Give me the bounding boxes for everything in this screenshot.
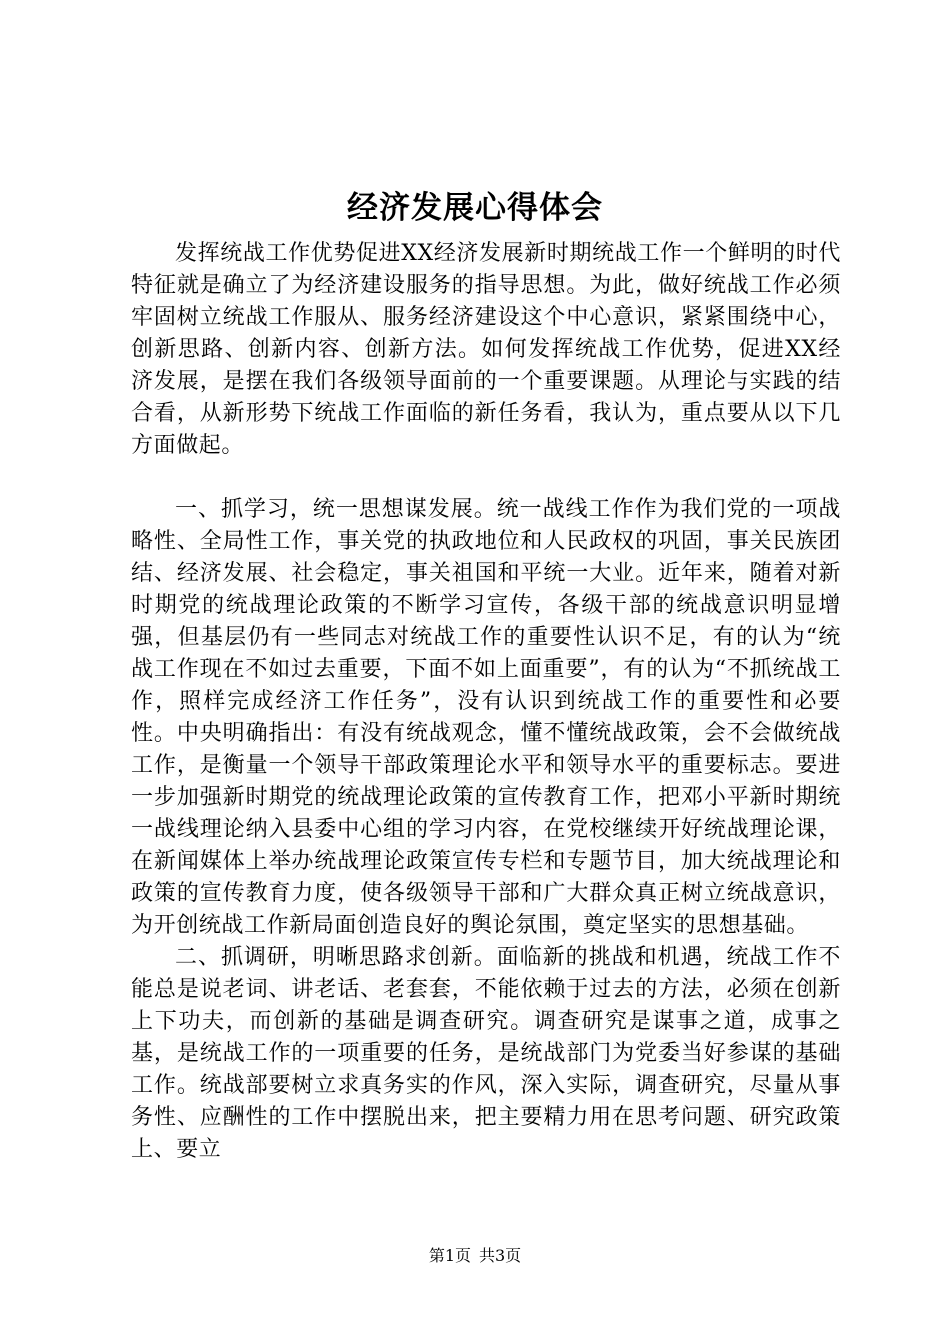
paragraph-spacer [131,462,841,494]
paragraph-study: 一、抓学习，统一思想谋发展。统一战线工作作为我们党的一项战略性、全局性工作，事关党的执政地位和人民政权的巩固，事关民族团结、经济发展、社会稳定，事关祖国和平统一大业。近年来，随着对新时期党的统战理论政策的不断学习宣传，各级干部的统战意识明显增强，但基层仍有一些同志对统战工作的重要性认识不足，有的认为“统战工作现在不如过去重要，下面不如上面重要”，有的认为“不抓统战工作，照样完成经济工作任务”，没有认识到统战工作的重要性和必要性。中央明确指出：有没有统战观念，懂不懂统战政策，会不会做统战工作，是衡量一个领导干部政策理论水平和领导水平的重要标志。要进一步加强新时期党的统战理论政策的宣传教育工作，把邓小平新时期统一战线理论纳入县委中心组的学习内容，在党校继续开好统战理论课，在新闻媒体上举办统战理论政策宣传专栏和专题节目，加大统战理论和政策的宣传教育力度，使各级领导干部和广大群众真正树立统战意识，为开创统战工作新局面创造良好的舆论氛围，奠定坚实的思想基础。 [131,497,841,938]
page-total: 共3页 [479,1246,522,1265]
document-body [131,238,841,1166]
document-title: 经济发展心得体会 [347,190,603,226]
page-number: 第1页 [428,1246,471,1265]
paragraph-intro: 发挥统战工作优势促进XX经济发展新时期统战工作一个鲜明的时代特征就是确立了为经济建设服务的指导思想。为此，做好统战工作必须牢固树立统战工作服从、服务经济建设这个中心意识，紧紧围绕中心，创新思路、创新内容、创新方法。如何发挥统战工作优势，促进XX经济发展，是摆在我们各级领导面前的一个重要课题。从理论与实践的结合看，从新形势下统战工作面临的新任务看，我认为，重点要从以下几方面做起。 [131,241,841,458]
paragraph-research: 二、抓调研，明晰思路求创新。面临新的挑战和机遇，统战工作不能总是说老词、讲老话、老套套，不能依赖于过去的方法，必须在创新上下功夫，而创新的基础是调查研究。调查研究是谋事之道，成事之基，是统战工作的一项重要的任务，是统战部门为党委当好参谋的基础工作。统战部要树立求真务实的作风，深入实际，调查研究，尽量从事务性、应酬性的工作中摆脱出来，把主要精力用在思考问题、研究政策上、要立 [131,945,841,1162]
page-footer [0,1244,950,1268]
